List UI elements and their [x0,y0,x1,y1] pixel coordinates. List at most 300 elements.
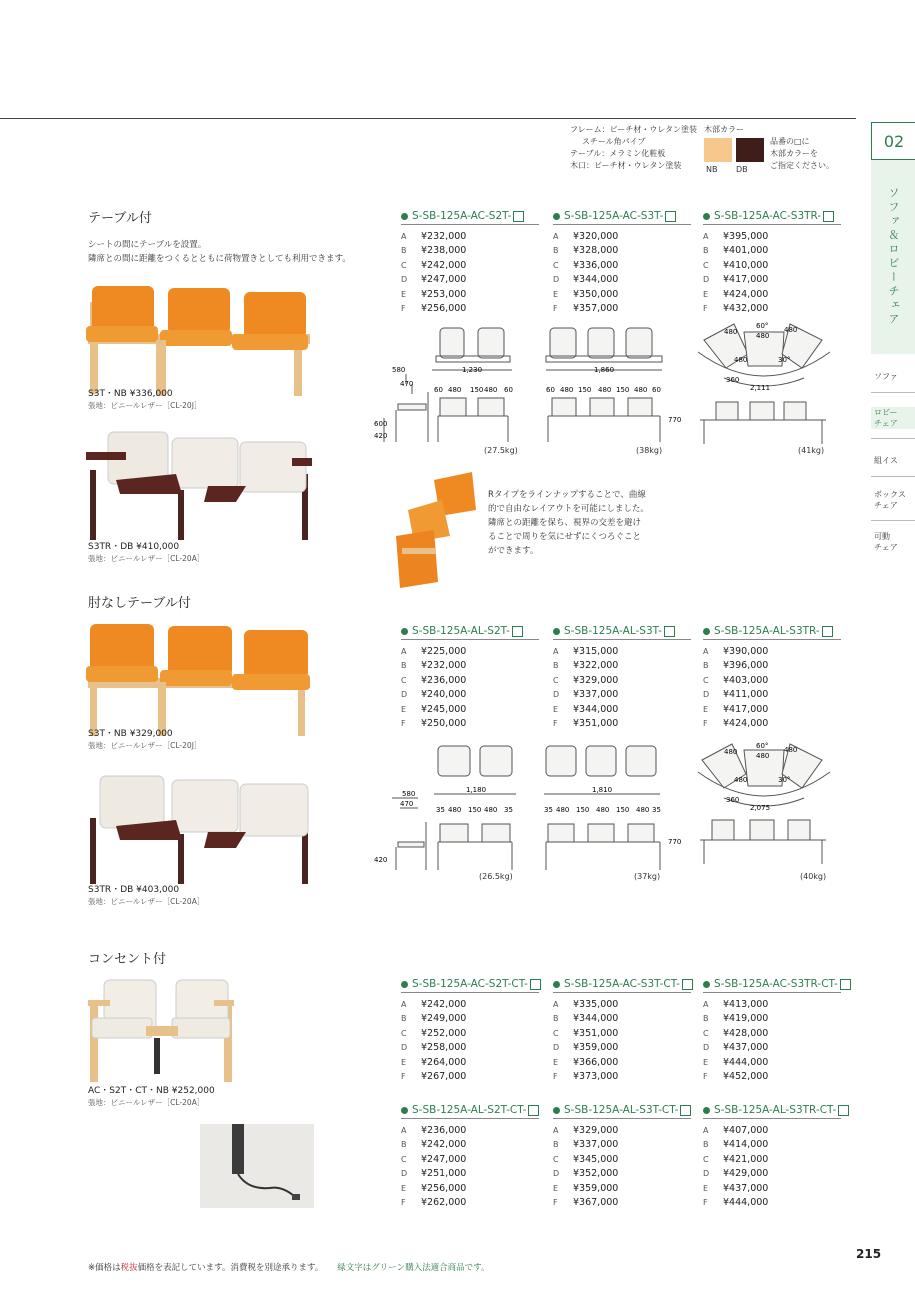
model-block [401,625,539,731]
grade: C [401,260,407,270]
dim-arc: 480 [784,326,798,334]
caption-fabric: 張地：ビニールレザー［CL-20A］ [88,1098,205,1107]
price-row [401,1056,539,1070]
model-code-text: S-SB-125A-AL-S3T-CT- [564,1104,679,1116]
model-rule [703,1118,841,1119]
spec-frame-steel: スチール角パイプ [582,137,646,146]
price: ¥242,000 [421,259,467,271]
chapter-number[interactable]: 02 [871,122,915,160]
price: ¥335,000 [573,999,619,1010]
desc-line-1: シートの間にテーブルを設置。 [88,240,207,250]
dim-height: 770 [668,838,682,846]
dim-part: 150 [616,806,630,814]
price: ¥345,000 [573,1153,619,1165]
grade: D [401,1043,408,1053]
r-type-line: 的で自由なレイアウトを可能にしました。 [488,504,649,514]
grade: B [553,1140,559,1150]
price: ¥251,000 [421,1168,467,1180]
dim-part: 60 [504,386,513,394]
price-row [401,1196,539,1210]
price: ¥247,000 [421,1153,467,1165]
price-row [401,1124,539,1138]
model-code-text: S-SB-125A-AC-S3T- [564,210,664,222]
grade: F [703,1072,708,1082]
grade: B [703,1014,709,1024]
price-row [401,230,539,244]
grade: D [553,1169,560,1179]
grade: C [703,675,709,685]
dim-part: 150 [616,386,630,394]
price: ¥250,000 [421,718,467,730]
price-row [703,273,841,287]
section-desc [88,238,351,266]
model-rule [401,224,539,225]
section-title-armless: 肘なしテーブル付 [88,596,191,611]
spec-frame: フレーム：ビーチ材・ウレタン塗装 [570,125,698,134]
dim-part: 35 [652,806,661,814]
green-dot-icon [401,213,408,220]
section-title-table: テーブル付 [88,211,152,226]
green-dot-icon [553,628,560,635]
color-box-icon [530,979,541,990]
price-list [401,1124,539,1210]
grade: D [553,1043,560,1053]
price: ¥247,000 [421,274,467,286]
dim-arc: 480 [734,356,748,364]
price: ¥414,000 [723,1139,769,1151]
price-row [703,1153,841,1167]
caption-name: S3TR・DB ¥403,000 [88,885,180,895]
model-block [553,1104,691,1210]
model-code-text: S-SB-125A-AL-S3T- [564,625,662,637]
model-code-text: S-SB-125A-AL-S2T- [412,625,510,637]
dim-width: 1,230 [462,366,483,374]
price: ¥437,000 [723,1042,769,1054]
price: ¥337,000 [573,1139,619,1151]
grade: F [703,719,708,729]
price-row [401,288,539,302]
nav-movable-chair[interactable] [871,531,915,553]
price: ¥242,000 [421,999,467,1010]
price-row [703,1027,841,1041]
r-type-line: 隣席との距離を保ち、視界の交差を避け [488,518,642,528]
dim-part: 480 [448,806,462,814]
price-list [553,645,691,731]
price: ¥240,000 [421,689,467,701]
price: ¥373,000 [573,1071,619,1083]
model-rule [553,639,691,640]
photo-s3t-nb [86,282,322,400]
model-code [553,1104,691,1116]
price-row [703,1182,841,1196]
price-list [553,1124,691,1210]
price-row [553,244,691,258]
diagram-s2t-al [372,740,537,876]
footer-note [88,1261,489,1273]
model-rule [703,639,841,640]
dim-width: 1,180 [466,786,487,794]
nav-sofa[interactable]: ソファ [874,372,898,381]
dim-arc: 480 [724,328,738,336]
photo-s3t-nb-armless [86,622,322,738]
grade: D [553,275,560,285]
price: ¥256,000 [421,1182,467,1194]
dim-part: 480 [484,386,498,394]
caption-name: S3TR・DB ¥410,000 [88,542,180,552]
price: ¥351,000 [573,718,619,730]
model-block [401,210,539,316]
footer-green: 緑文字はグリーン購入法適合商品です。 [337,1263,490,1273]
price-row [401,998,539,1012]
price: ¥256,000 [421,303,467,315]
dim-arc: 480 [756,332,770,340]
price-row [553,1070,691,1084]
model-block [401,978,539,1084]
color-box-icon [513,211,524,222]
grade: C [703,260,709,270]
desc-line-2: 隣席との間に距離をつくるとともに荷物置きとしても利用できます。 [88,254,351,264]
dim-part: 60 [546,386,555,394]
dim-seat-depth: 470 [400,800,414,808]
model-block [703,1104,841,1210]
price-list [401,230,539,316]
model-block [553,978,691,1084]
price: ¥329,000 [573,1125,619,1136]
model-code [401,625,539,637]
grade: F [553,1198,558,1208]
dim-depth: 360 [726,376,740,384]
price: ¥232,000 [421,231,467,242]
price-row [401,674,539,688]
nav-movable-l2: チェア [874,543,898,552]
price: ¥258,000 [421,1042,467,1054]
price-row [401,717,539,731]
r-type-line: ることで周りを気にせずにくつろぐこと [488,532,642,542]
dim-part: 480 [598,386,612,394]
green-dot-icon [703,981,710,988]
price-list [703,230,841,316]
grade: D [401,1169,408,1179]
price: ¥419,000 [723,1013,769,1025]
dim-part: 480 [634,386,648,394]
price: ¥236,000 [421,1125,467,1136]
price-row [703,1056,841,1070]
model-code [703,978,841,990]
price: ¥320,000 [573,231,619,242]
weight: (40kg) [800,872,827,881]
grade: C [553,260,559,270]
price-row [401,302,539,316]
price-row [703,717,841,731]
price: ¥401,000 [723,245,769,257]
model-rule [401,992,539,993]
grade: C [553,675,559,685]
weight: (41kg) [798,446,825,455]
price-row [553,674,691,688]
green-dot-icon [553,981,560,988]
model-code-text: S-SB-125A-AC-S2T-CT- [412,978,528,990]
price-row [703,688,841,702]
model-block [703,210,841,316]
wood-color-note [770,136,834,172]
price: ¥359,000 [573,1182,619,1194]
grade: A [703,1126,709,1135]
price: ¥366,000 [573,1056,619,1068]
dim-height: 770 [668,416,682,424]
grade: B [401,661,407,671]
price: ¥428,000 [723,1027,769,1039]
model-block [553,625,691,731]
price-list [553,230,691,316]
dim-angle: 30° [778,356,791,364]
price-list [401,645,539,731]
color-box-icon [822,626,833,637]
price-row [703,259,841,273]
price-row [401,645,539,659]
swatch-nb-label: NB [706,165,718,174]
price-row [703,302,841,316]
footer-post: 価格を表記しています。消費税を別途承ります。 [137,1263,324,1273]
price: ¥411,000 [723,689,769,701]
model-rule [401,1118,539,1119]
caption-fabric: 張地：ビニールレザー［CL-20A］ [88,897,205,906]
grade: B [703,246,709,256]
diagram-s3t-al [542,740,684,876]
caption-name: S3T・NB ¥336,000 [88,389,173,399]
grade: A [703,647,709,656]
nav-box-chair[interactable] [871,489,915,511]
price-row [553,717,691,731]
price: ¥225,000 [421,646,467,657]
grade: B [401,246,407,256]
nav-lobby-chair[interactable] [871,407,915,429]
section-title-outlet: コンセント付 [88,952,167,967]
grade: A [703,1000,709,1009]
price: ¥403,000 [723,674,769,686]
price-row [401,1041,539,1055]
price: ¥410,000 [723,259,769,271]
price-list [703,1124,841,1210]
note-line-1: 品番の□に [770,137,810,146]
price: ¥437,000 [723,1182,769,1194]
grade: A [553,647,559,656]
model-code [703,1104,841,1116]
dim-angle: 60° [756,322,769,330]
price-row [401,703,539,717]
price-row [553,273,691,287]
swatch-db [736,138,764,162]
grade: E [401,289,407,299]
dim-part: 150 [578,386,592,394]
dim-part: 480 [636,806,650,814]
grade: E [553,704,559,714]
grade: E [553,1057,559,1067]
green-dot-icon [703,1107,710,1114]
grade: F [553,1072,558,1082]
price-row [553,688,691,702]
caption-s3t-nb [88,388,201,412]
model-rule [553,224,691,225]
dim-part: 150 [576,806,590,814]
price: ¥329,000 [573,674,619,686]
dim-angle: 60° [756,742,769,750]
price: ¥424,000 [723,718,769,730]
price-row [703,1138,841,1152]
price-row [703,645,841,659]
price-row [703,230,841,244]
grade: F [401,304,406,314]
color-box-icon [680,1105,691,1116]
color-box-icon [823,211,834,222]
model-rule [553,992,691,993]
price-row [401,1012,539,1026]
dim-arc: 480 [784,746,798,754]
grade: E [401,704,407,714]
price-row [703,244,841,258]
grade: E [703,1183,709,1193]
header-rule [0,118,856,119]
price: ¥417,000 [723,274,769,286]
nav-kumi-isu[interactable]: 組イス [874,456,898,465]
price: ¥253,000 [421,288,467,300]
weight: (37kg) [634,872,661,881]
model-block [553,210,691,316]
price-row [553,259,691,273]
price-row [401,1138,539,1152]
dim-depth: 580 [392,366,406,374]
nav-movable-l1: 可動 [874,532,890,541]
price-row [703,1012,841,1026]
dim-width: 1,810 [592,786,613,794]
dim-depth: 580 [402,790,416,798]
price: ¥352,000 [573,1168,619,1180]
nav-divider [871,438,915,439]
model-code-text: S-SB-125A-AC-S3TR- [714,210,822,222]
price-list [401,998,539,1084]
price: ¥267,000 [421,1071,467,1083]
grade: C [401,675,407,685]
price: ¥337,000 [573,689,619,701]
dim-part: 150 [470,386,484,394]
grade: E [553,289,559,299]
model-code-text: S-SB-125A-AL-S3TR-CT- [714,1104,837,1116]
grade: C [553,1028,559,1038]
price: ¥421,000 [723,1153,769,1165]
grade: F [553,304,558,314]
chapter-label[interactable]: ソファ＆ロビーチェア [871,160,915,354]
price-row [553,230,691,244]
price: ¥336,000 [573,259,619,271]
price-row [553,1167,691,1181]
green-dot-icon [553,1107,560,1114]
caption-ac-s2t-ct [88,1085,215,1109]
price: ¥424,000 [723,288,769,300]
dim-part: 35 [436,806,445,814]
price: ¥432,000 [723,303,769,315]
price: ¥252,000 [421,1027,467,1039]
price-row [401,273,539,287]
nav-lobby-l2: チェア [874,419,898,428]
model-rule [401,639,539,640]
grade: F [553,719,558,729]
price-row [401,259,539,273]
grade: D [703,690,710,700]
grade: B [401,1014,407,1024]
grade: A [401,1126,407,1135]
material-specs [570,124,697,172]
dim-seat-height: 420 [374,432,388,440]
price: ¥328,000 [573,245,619,257]
price-row [553,998,691,1012]
dim-part: 480 [596,806,610,814]
grade: E [553,1183,559,1193]
model-code [553,210,691,222]
swatch-nb [704,138,732,162]
price: ¥359,000 [573,1042,619,1054]
dim-part: 480 [448,386,462,394]
footer-pre: ※価格は [88,1263,121,1273]
price: ¥452,000 [723,1071,769,1083]
price-row [401,1027,539,1041]
grade: A [553,232,559,241]
grade: A [401,232,407,241]
grade: D [401,690,408,700]
caption-name: AC・S2T・CT・NB ¥252,000 [88,1086,215,1096]
price: ¥413,000 [723,999,769,1010]
price-row [703,703,841,717]
note-line-2: 木部カラーを [770,149,818,158]
weight: (38kg) [636,446,663,455]
price-row [703,1167,841,1181]
grade: E [703,1057,709,1067]
price: ¥396,000 [723,660,769,672]
nav-divider [871,392,915,393]
grade: F [703,1198,708,1208]
grade: C [401,1154,407,1164]
caption-fabric: 張地：ビニールレザー［CL-20J］ [88,741,202,750]
price: ¥444,000 [723,1056,769,1068]
photo-r-type [394,470,480,592]
nav-box-l2: チェア [874,501,898,510]
dim-width: 1,860 [594,366,615,374]
model-code-text: S-SB-125A-AL-S2T-CT- [412,1104,527,1116]
grade: B [703,1140,709,1150]
price-row [401,1070,539,1084]
grade: C [703,1028,709,1038]
spec-table: テーブル：メラミン化粧板 [570,149,666,158]
price: ¥351,000 [573,1027,619,1039]
color-box-icon [665,211,676,222]
price: ¥344,000 [573,274,619,286]
grade: A [553,1126,559,1135]
photo-ac-s2t-ct-nb [86,978,236,1084]
price-row [553,703,691,717]
dim-arc: 480 [724,748,738,756]
price: ¥249,000 [421,1013,467,1025]
note-line-3: ご指定ください。 [770,161,834,170]
grade: B [401,1140,407,1150]
grade: D [703,1043,710,1053]
swatch-db-label: DB [736,165,748,174]
grade: B [553,246,559,256]
grade: F [401,719,406,729]
dim-part: 480 [560,386,574,394]
grade: D [401,275,408,285]
model-code [553,978,691,990]
price: ¥444,000 [723,1197,769,1209]
price-row [703,1041,841,1055]
nav-divider [871,476,915,477]
